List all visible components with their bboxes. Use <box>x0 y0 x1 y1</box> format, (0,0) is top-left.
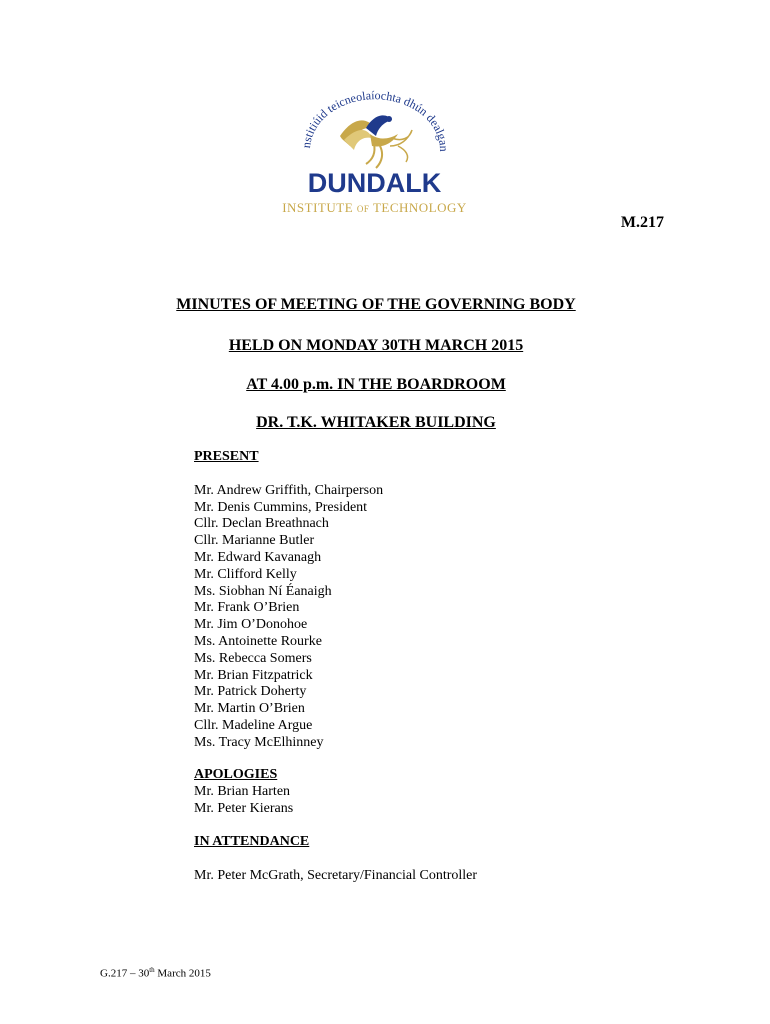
list-item: Ms. Antoinette Rourke <box>194 633 322 649</box>
bird-emblem-icon <box>340 115 412 168</box>
list-item: Mr. Brian Fitzpatrick <box>194 667 313 683</box>
list-item: Ms. Siobhan Ní Éanaigh <box>194 583 332 599</box>
list-item: Mr. Clifford Kelly <box>194 566 297 582</box>
document-number: M.217 <box>620 214 664 231</box>
list-item: Cllr. Madeline Argue <box>194 717 313 733</box>
logo-arc-text: nstitiúid teicneolaíochta dhún dealgan <box>298 88 452 152</box>
list-item: Ms. Tracy McElhinney <box>194 734 324 750</box>
list-item: Mr. Brian Harten <box>194 783 291 799</box>
list-item: Mr. Edward Kavanagh <box>194 549 322 565</box>
list-item: Mr. Andrew Griffith, Chairperson <box>194 482 384 498</box>
list-item: Mr. Denis Cummins, President <box>194 499 368 515</box>
apologies-list <box>194 784 293 818</box>
heading-time-location: AT 4.00 p.m. IN THE BOARDROOM <box>246 376 506 393</box>
list-item: Cllr. Marianne Butler <box>194 533 315 549</box>
logo-name: DUNDALK <box>307 168 442 198</box>
attendance-title: IN ATTENDANCE <box>194 834 310 849</box>
heading-title: MINUTES OF MEETING OF THE GOVERNING BODY <box>176 296 576 313</box>
list-item: Mr. Peter Kierans <box>194 800 294 816</box>
attendance-list <box>194 868 477 885</box>
footer-ref: G.217 – 30 <box>100 967 150 980</box>
present-title: PRESENT <box>194 449 259 464</box>
present-list <box>194 483 383 752</box>
list-item: Mr. Peter McGrath, Secretary/Financial Controller <box>194 867 478 883</box>
footer-date: March 2015 <box>154 967 211 980</box>
footer-sup: th <box>149 966 155 974</box>
list-item: Ms. Rebecca Somers <box>194 650 312 666</box>
apologies-title: APOLOGIES <box>194 767 278 782</box>
list-item: Mr. Frank O’Brien <box>194 600 300 616</box>
attendance-section <box>194 834 477 885</box>
institute-logo <box>262 88 487 216</box>
list-item: Mr. Jim O’Donohoe <box>194 617 308 633</box>
present-section <box>194 449 383 752</box>
list-item: Mr. Martin O’Brien <box>194 701 305 717</box>
heading-date: HELD ON MONDAY 30TH MARCH 2015 <box>228 337 524 354</box>
apologies-section <box>194 767 293 817</box>
logo-subtitle: INSTITUTE OF TECHNOLOGY <box>282 200 467 215</box>
list-item: Mr. Patrick Doherty <box>194 684 307 700</box>
heading-building: DR. T.K. WHITAKER BUILDING <box>256 414 496 431</box>
list-item: Cllr. Declan Breathnach <box>194 516 329 532</box>
page-footer <box>100 966 211 980</box>
